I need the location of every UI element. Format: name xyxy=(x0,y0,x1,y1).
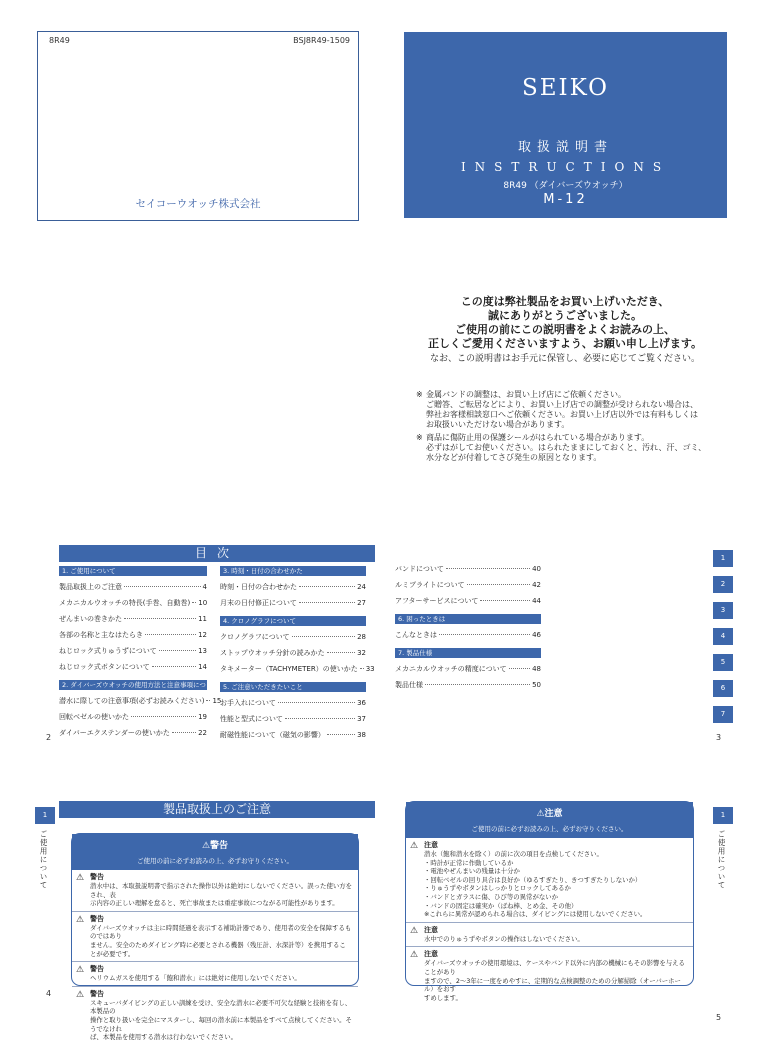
toc-leader-dots xyxy=(124,618,196,619)
toc-entry-label: 耐磁性能について（磁気の影響） xyxy=(220,731,325,739)
toc-entry-page: 24 xyxy=(357,583,366,591)
note-text: 金属バンドの調整は、お買い上げ店にご依頼ください。 ご贈答、ご転居などにより、お買い上げ店での調整が受けられない場合は、 弊社お客様相談窓口へご依頼ください。お買い上げ店以外では有料もしくは お取扱いいただけない場合があります。 xyxy=(426,390,698,429)
toc-entry[interactable] xyxy=(59,614,207,630)
toc-entry[interactable] xyxy=(59,728,207,744)
toc-entry-label: 製品仕様 xyxy=(395,681,423,689)
greeting xyxy=(400,295,730,366)
page-number: 3 xyxy=(716,733,722,742)
warning-item-text: ダイバーズウオッチは主に時間経過を表示する補助計器であり、使用者の安全を保障するものではあり ません。安全のためダイビング時に必要とされる機器（残圧計、水深計等）を携用することが必要です。 xyxy=(90,923,352,958)
toc-section-header: 3. 時刻・日付の合わせかた xyxy=(220,566,366,576)
greeting-line: 正しくご愛用くださいますよう、お願い申し上げます。 xyxy=(427,337,703,350)
toc-entry-label: メカニカルウオッチの精度について xyxy=(395,665,507,673)
warning-item-label: 警告 xyxy=(90,989,104,998)
toc-section-header: 2. ダイバーズウオッチの使用方法と注意事項について xyxy=(59,680,207,690)
warning-item xyxy=(406,838,693,922)
page-number: 4 xyxy=(46,989,52,998)
toc-leader-dots xyxy=(292,636,355,637)
warning-item-text: 潜水（飽和潜水を除く）の前に次の項目を点検してください。 ・時計が正常に作動しているか ・電池やぜんまいの残量は十分か ・回転ベゼルの回り具合は良好か（ゆるすぎたり、きつすぎたりしないか） ・りゅうずやボタンはしっかりとロックしてあるか ・バンドとガラスに傷、ひび等の異常がないか ・バンドの固定は確実か（ばね棒、とめ金、その他） ※これらに異常が認められる場合は、ダイビングには使用しないでください。 xyxy=(424,850,647,919)
note-text: 商品に傷防止用の保護シールがはられている場合があります。 必ずはがしてお使いください。はられたままにしておくと、汚れ、汗、ゴミ、 水分などが付着してさび発生の原因となります。 xyxy=(426,433,707,462)
note-mark: ※ xyxy=(416,390,423,399)
toc-entry-label: 製品取扱上のご注意 xyxy=(59,583,122,591)
chapter-tab[interactable]: 1 xyxy=(35,807,55,824)
toc-leader-dots xyxy=(480,600,530,601)
toc-leader-dots xyxy=(446,568,530,569)
warning-item xyxy=(72,870,358,911)
toc-entry-label: メカニカルウオッチの特長(手巻、自動巻) xyxy=(59,599,191,607)
model-description: 8R49 （ダイバーズウオッチ） xyxy=(503,181,628,191)
toc-entry[interactable] xyxy=(220,730,366,746)
toc-column-2 xyxy=(220,564,375,746)
toc-entry[interactable] xyxy=(220,648,366,664)
toc-entry-label: ダイバーエクステンダーの使いかた xyxy=(59,729,170,737)
caution-box-header xyxy=(406,802,693,838)
toc-entry[interactable] xyxy=(395,680,541,696)
toc-entry-label: ねじロック式ボタンについて xyxy=(59,663,150,671)
toc-entry-label: ストップウオッチ分針の読みかた xyxy=(220,649,325,657)
warning-item-label: 注意 xyxy=(424,841,438,849)
page-number: 2 xyxy=(46,733,52,742)
toc-entry-page: 10 xyxy=(198,599,208,607)
warning-item-label: 注意 xyxy=(424,950,438,959)
toc-entry-page: 19 xyxy=(198,713,207,721)
manual-title-en: INSTRUCTIONS xyxy=(460,160,671,174)
manual-title-jp: 取扱説明書 xyxy=(517,140,613,155)
toc-entry[interactable] xyxy=(395,664,541,680)
notes xyxy=(416,390,728,466)
toc-entry[interactable] xyxy=(220,664,375,680)
warning-item-text: 水中でのりゅうずやボタンの操作はしないでください。 xyxy=(424,934,584,943)
toc-entry-page: 11 xyxy=(198,615,207,623)
toc-entry-label: こんなときは xyxy=(395,631,437,639)
toc-entry-label: アフターサービスについて xyxy=(395,597,479,605)
toc-entry-label: 時刻・日付の合わせかた xyxy=(220,583,297,591)
toc-entry-page: 42 xyxy=(532,581,541,589)
toc-entry-page: 12 xyxy=(198,631,207,639)
toc-entry-page: 4 xyxy=(202,583,207,591)
note-mark: ※ xyxy=(416,433,423,442)
warning-item xyxy=(72,961,358,986)
toc-entry-page: 14 xyxy=(198,663,207,671)
caution-triangle-icon: ⚠ xyxy=(410,950,419,961)
greeting-line: 誠にありがとうございました。 xyxy=(488,309,642,322)
toc-entry-label: ねじロック式りゅうずについて xyxy=(59,647,157,655)
brand-logo: SEIKO xyxy=(521,75,610,101)
chapter-vertical-label: ご使用について xyxy=(39,830,48,890)
title-panel xyxy=(404,32,727,218)
toc-leader-dots xyxy=(360,668,364,669)
toc-entry-page: 40 xyxy=(532,565,541,573)
cover-company-name: セイコーウオッチ株式会社 xyxy=(135,198,261,210)
warning-triangle-icon: ⚠ xyxy=(76,873,85,883)
toc-leader-dots xyxy=(285,718,355,719)
greeting-line: この度は弊社製品をお買い上げいただき、 xyxy=(460,295,670,308)
toc-leader-dots xyxy=(206,700,210,701)
toc-entry-page: 22 xyxy=(198,729,207,737)
toc-entry-page: 38 xyxy=(357,731,366,739)
caution-triangle-icon: ⚠ xyxy=(410,925,419,936)
toc-entry[interactable] xyxy=(220,698,366,714)
toc-entry-label: バンドについて xyxy=(395,565,444,573)
warning-item-text: ヘリウムガスを使用する「飽和潜水」には絶対に使用しないでください。 xyxy=(90,974,301,983)
warning-item-label: 警告 xyxy=(90,965,104,974)
toc-entry-page: 48 xyxy=(532,665,541,673)
warning-item-text: スキューバダイビングの正しい訓練を受け、安全な潜水に必要不可欠な経験と技術を有し、本製品の 操作と取り扱いを完全にマスターし、毎回の潜水前に本製品をすべて点検してください。そうでなけれ ば、本製品を使用する潜水は行わないでください。 xyxy=(90,998,352,1042)
chapter-vertical-label: ご使用について xyxy=(717,830,726,890)
toc-leader-dots xyxy=(327,652,355,653)
warning-item-label: 警告 xyxy=(90,873,104,881)
warning-item-text: ダイバーズウオッチの使用環境は、ケースやバンド以外に内部の機械にもその影響を与えることがあり ますので、2〜3年に一度をめやすに、定期的な点検調整のための分解掃除（オーバーホール）をおす すめします。 xyxy=(424,959,685,1002)
toc-entry-label: 回転ベゼルの使いかた xyxy=(59,713,129,721)
cover-box xyxy=(37,31,359,221)
toc-column-3 xyxy=(395,564,541,696)
toc-leader-dots xyxy=(327,734,355,735)
toc-leader-dots xyxy=(439,634,530,635)
toc-entry-label: 月末の日付修正について xyxy=(220,599,297,607)
chapter-tabs xyxy=(713,550,733,732)
toc-leader-dots xyxy=(299,602,355,603)
toc-entry[interactable] xyxy=(220,714,366,730)
toc-entry-page: 44 xyxy=(532,597,541,605)
toc-entry-page: 37 xyxy=(357,715,366,723)
warning-subtitle: ご使用の前に必ずお読みの上、必ずお守りください。 xyxy=(137,857,293,865)
toc-entry-page: 15 xyxy=(212,697,222,705)
warning-box-header xyxy=(72,834,358,870)
toc-entry[interactable] xyxy=(395,630,541,646)
toc-entry-page: 28 xyxy=(357,633,366,641)
toc-entry-label: 性能と型式について xyxy=(220,715,283,723)
toc-entry-page: 50 xyxy=(532,681,541,689)
warning-triangle-icon: ⚠ xyxy=(76,989,85,1000)
toc-title: 目次 xyxy=(59,545,375,562)
caution-triangle-icon: ⚠ xyxy=(410,841,419,851)
toc-leader-dots xyxy=(278,702,355,703)
chapter-tab[interactable]: 4 xyxy=(713,628,733,645)
warning-item xyxy=(72,911,358,961)
toc-leader-dots xyxy=(131,716,196,717)
toc-leader-dots xyxy=(124,586,201,587)
toc-entry[interactable] xyxy=(59,712,207,728)
toc-entry[interactable] xyxy=(59,646,207,662)
toc-entry[interactable] xyxy=(59,662,207,678)
toc-leader-dots xyxy=(159,650,196,651)
toc-entry[interactable] xyxy=(220,582,366,598)
chapter-tab[interactable]: 1 xyxy=(713,807,733,824)
model-number: M-12 xyxy=(543,192,588,207)
caution-subtitle: ご使用の前に必ずお読みの上、必ずお守りください。 xyxy=(471,825,628,833)
toc-leader-dots xyxy=(192,602,196,603)
caution-title: ⚠注意 xyxy=(536,809,563,819)
toc-leader-dots xyxy=(152,666,196,667)
toc-entry[interactable] xyxy=(395,580,541,596)
toc-entry[interactable] xyxy=(220,598,366,614)
chapter-tab[interactable]: 7 xyxy=(713,706,733,723)
toc-entry-label: ルミブライトについて xyxy=(395,581,465,589)
toc-entry-page: 13 xyxy=(198,647,207,655)
toc-entry-label: タキメーター（TACHYMETER）の使いかた xyxy=(220,665,358,673)
toc-entry-page: 27 xyxy=(357,599,366,607)
toc-entry[interactable] xyxy=(59,696,222,712)
toc-section-header: 4. クロノグラフについて xyxy=(220,616,366,626)
toc-leader-dots xyxy=(172,732,196,733)
toc-entry-label: お手入れについて xyxy=(220,699,276,707)
chapter-tab[interactable]: 3 xyxy=(713,602,733,619)
greeting-note: なお、この説明書はお手元に保管し、必要に応じてご覧ください。 xyxy=(429,354,700,364)
chapter-tab[interactable]: 1 xyxy=(713,550,733,567)
caution-box xyxy=(405,801,694,1002)
toc-entry-page: 36 xyxy=(357,699,366,707)
toc-column-1 xyxy=(59,564,222,744)
page-number: 5 xyxy=(716,1013,722,1022)
warning-item-label: 警告 xyxy=(90,914,104,923)
toc-leader-dots xyxy=(509,668,530,669)
note-item xyxy=(416,433,728,463)
warning-title: ⚠警告 xyxy=(201,841,229,851)
toc-entry-label: クロノグラフについて xyxy=(220,633,290,641)
toc-leader-dots xyxy=(299,586,355,587)
toc-leader-dots xyxy=(425,684,530,685)
chapter-tab[interactable]: 2 xyxy=(713,576,733,593)
toc-entry-page: 33 xyxy=(365,665,375,673)
section-title: 製品取扱上のご注意 xyxy=(59,801,375,818)
note-item xyxy=(416,390,728,430)
warning-triangle-icon: ⚠ xyxy=(76,914,85,925)
warning-box xyxy=(71,833,359,1042)
toc-entry[interactable] xyxy=(395,596,541,612)
cover-doc-number: BSJ8R49-1509 xyxy=(293,36,350,45)
warning-triangle-icon: ⚠ xyxy=(76,965,85,976)
toc-entry[interactable] xyxy=(220,632,366,648)
toc-entry[interactable] xyxy=(59,598,207,614)
toc-leader-dots xyxy=(145,634,196,635)
warning-item-label: 注意 xyxy=(424,925,438,934)
cover-model-code: 8R49 xyxy=(49,36,70,45)
toc-entry-label: 潜水に際しての注意事項(必ずお読みください) xyxy=(59,697,205,705)
toc-leader-dots xyxy=(467,584,530,585)
toc-section-header: 1. ご使用について xyxy=(59,566,207,576)
toc-entry[interactable] xyxy=(59,630,207,646)
toc-entry-label: ぜんまいの巻きかた xyxy=(59,615,122,623)
warning-item xyxy=(72,986,358,1045)
toc-entry-page: 32 xyxy=(357,649,366,657)
toc-entry[interactable] xyxy=(395,564,541,580)
warning-item xyxy=(406,922,693,947)
chapter-tab[interactable]: 5 xyxy=(713,654,733,671)
chapter-tab[interactable]: 6 xyxy=(713,680,733,697)
greeting-line: ご使用の前にこの説明書をよくお読みの上、 xyxy=(455,323,675,336)
toc-entry-page: 46 xyxy=(532,631,541,639)
warning-item xyxy=(406,946,693,1005)
toc-entry-label: 各部の名称と主なはたらき xyxy=(59,631,143,639)
warning-item-text: 潜水中は、本取扱説明書で指示された操作以外は絶対にしないでください。誤った使い方をされ、表 示内容の正しい理解を怠ると、死亡事故または重症事故につながる可能性があります。 xyxy=(90,882,353,908)
toc-section-header: 7. 製品仕様 xyxy=(395,648,541,658)
toc-section-header: 6. 困ったときは xyxy=(395,614,541,624)
toc-entry[interactable] xyxy=(59,582,207,598)
toc-section-header: 5. ご注意いただきたいこと xyxy=(220,682,366,692)
